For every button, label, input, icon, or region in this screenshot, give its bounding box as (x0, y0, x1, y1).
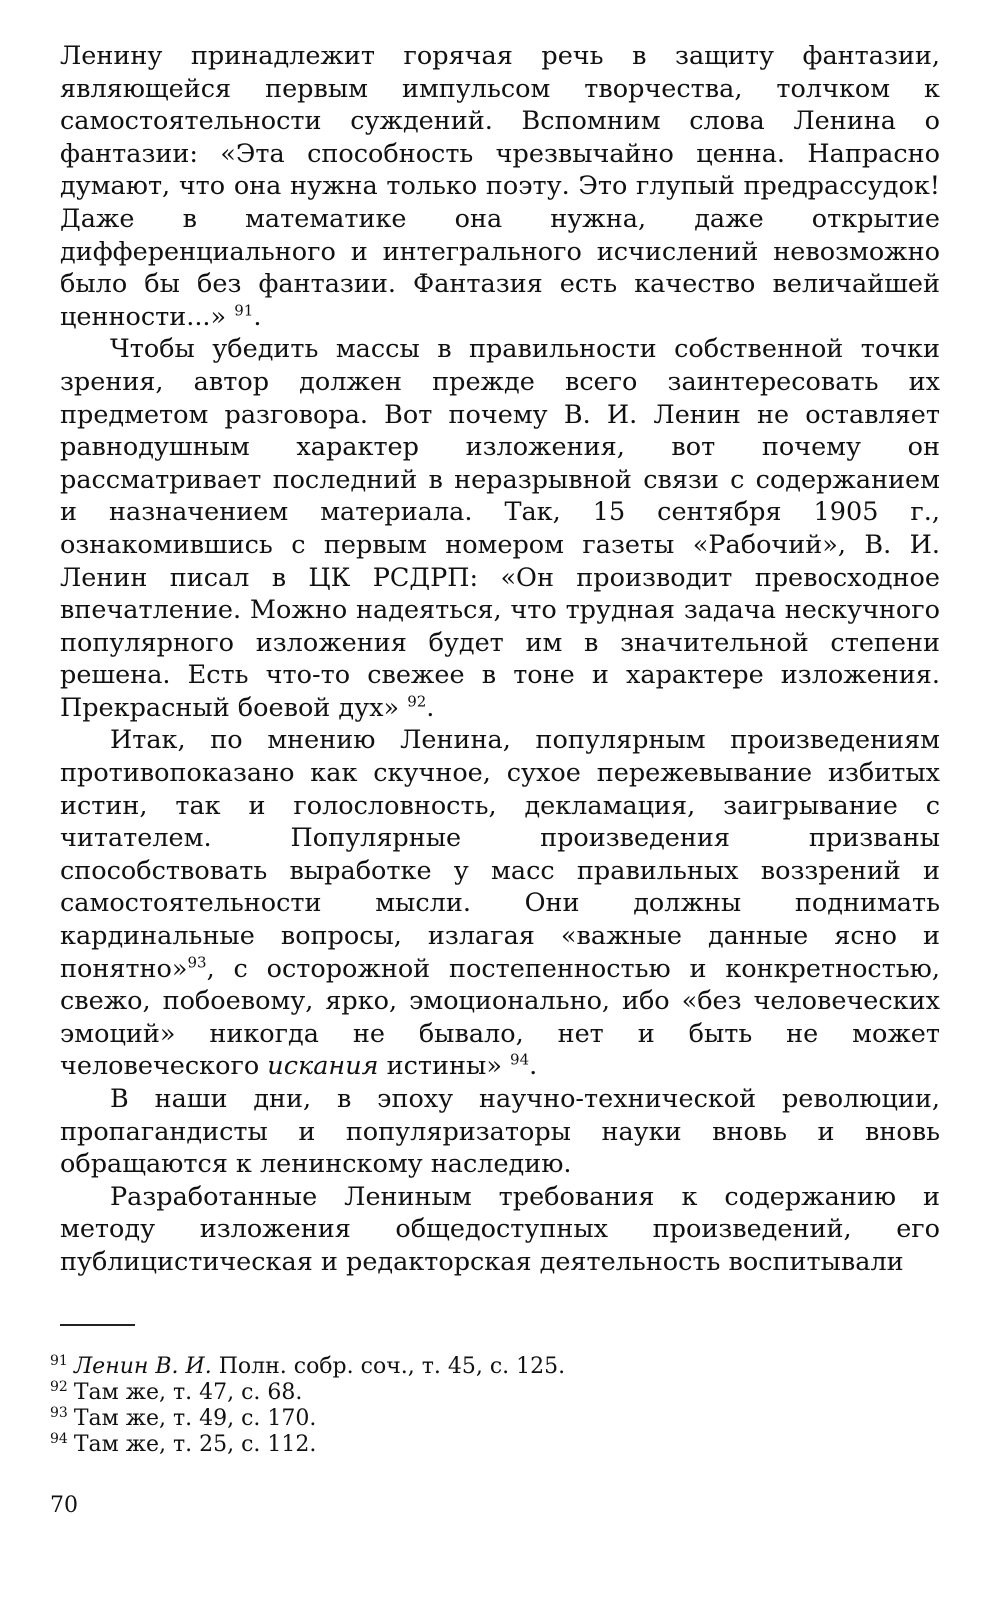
footnote-text: Там же, т. 49, с. 170. (73, 1406, 317, 1431)
paragraph-text: Ленину принадлежит горячая речь в защиту фантазии, являющейся первым импульсом творчества, толчком к самостоятельности суждений. Вспомним слова Ленина о фантазии: «Эта способность чрезвычайно ценна. Напрасно думают, что она нужна только поэту. Это глупый предрассудок! Даже в математике она нужна, даже открытие дифференциального и интегрального исчислений невозможно было бы без фантазии. Фантазия есть качество величайшей ценности...» (60, 41, 940, 332)
footnote-text: Полн. собр. соч., т. 45, с. 125. (218, 1354, 566, 1379)
footnote-item (50, 1354, 930, 1380)
footnote-text: Там же, т. 25, с. 112. (73, 1432, 317, 1457)
footnote-item (50, 1432, 930, 1458)
body-text (60, 40, 940, 1279)
paragraph-text: Разработанные Лениным требования к содержанию и методу изложения общедоступных произведений, его публицистическая и редакторская деятельность воспитывали (60, 1181, 940, 1277)
paragraph (60, 724, 940, 1083)
footnote-item (50, 1406, 930, 1432)
footnote-reference: 93 (187, 953, 207, 972)
paragraph (60, 40, 940, 333)
paragraph-text-end: истины» (386, 1051, 502, 1082)
footnote-number: 92 (50, 1378, 68, 1395)
footnote-author: Ленин В. И. (73, 1354, 212, 1379)
page-content (60, 40, 940, 1279)
footnote-reference: 94 (510, 1050, 530, 1069)
footnote-item (50, 1380, 930, 1406)
page-number: 70 (50, 1493, 78, 1518)
punctuation: . (529, 1051, 538, 1082)
footnote-reference: 92 (407, 692, 427, 711)
footnote-number: 93 (50, 1404, 68, 1421)
footnote-divider (60, 1324, 135, 1326)
paragraph (60, 1181, 940, 1279)
footnote-number: 91 (50, 1352, 68, 1369)
punctuation: . (426, 692, 435, 723)
paragraph (60, 333, 940, 724)
paragraph (60, 1083, 940, 1181)
footnote-reference: 91 (234, 301, 254, 320)
footnote-text: Там же, т. 47, с. 68. (73, 1380, 303, 1405)
paragraph-text: Чтобы убедить массы в правильности собственной точки зрения, автор должен прежде всего заинтересовать их предметом разговора. Вот почему В. И. Ленин не оставляет равнодушным характер изложения, вот почему он рассматривает последний в неразрывной связи с содержанием и назначением материала. Так, 15 сентября 1905 г., ознакомившись с первым номером газеты «Рабочий», В. И. Ленин писал в ЦК РСДРП: «Он производит превосходное впечатление. Можно надеяться, что трудная задача нескучного популярного изложения будет им в значительной степени решена. Есть что-то свежее в тоне и характере изложения. Прекрасный боевой дух» (60, 334, 940, 723)
paragraph-text: В наши дни, в эпоху научно-технической революции, пропагандисты и популяризаторы науки вновь и вновь обращаются к ленинскому наследию. (60, 1084, 940, 1180)
paragraph-text: Итак, по мнению Ленина, популярным произведениям противопоказано как скучное, сухое пережевывание избитых истин, так и голословность, декламация, заигрывание с читателем. Популярные произведения призваны способствовать выработке у масс правильных воззрений и самостоятельности мысли. Они должны поднимать кардинальные вопросы, излагая «важные данные ясно и понятно» (60, 725, 940, 984)
footnotes (50, 1354, 930, 1458)
punctuation: . (253, 301, 262, 332)
emphasized-word: искания (267, 1051, 379, 1082)
paragraph-text-continued: , с осторожной постепенностью и конкретностью, свежо, побоевому, ярко, эмоционально, ибо «без человеческих эмоций» никогда не бывало, нет и быть не может человеческого (60, 953, 940, 1082)
footnote-number: 94 (50, 1430, 68, 1447)
